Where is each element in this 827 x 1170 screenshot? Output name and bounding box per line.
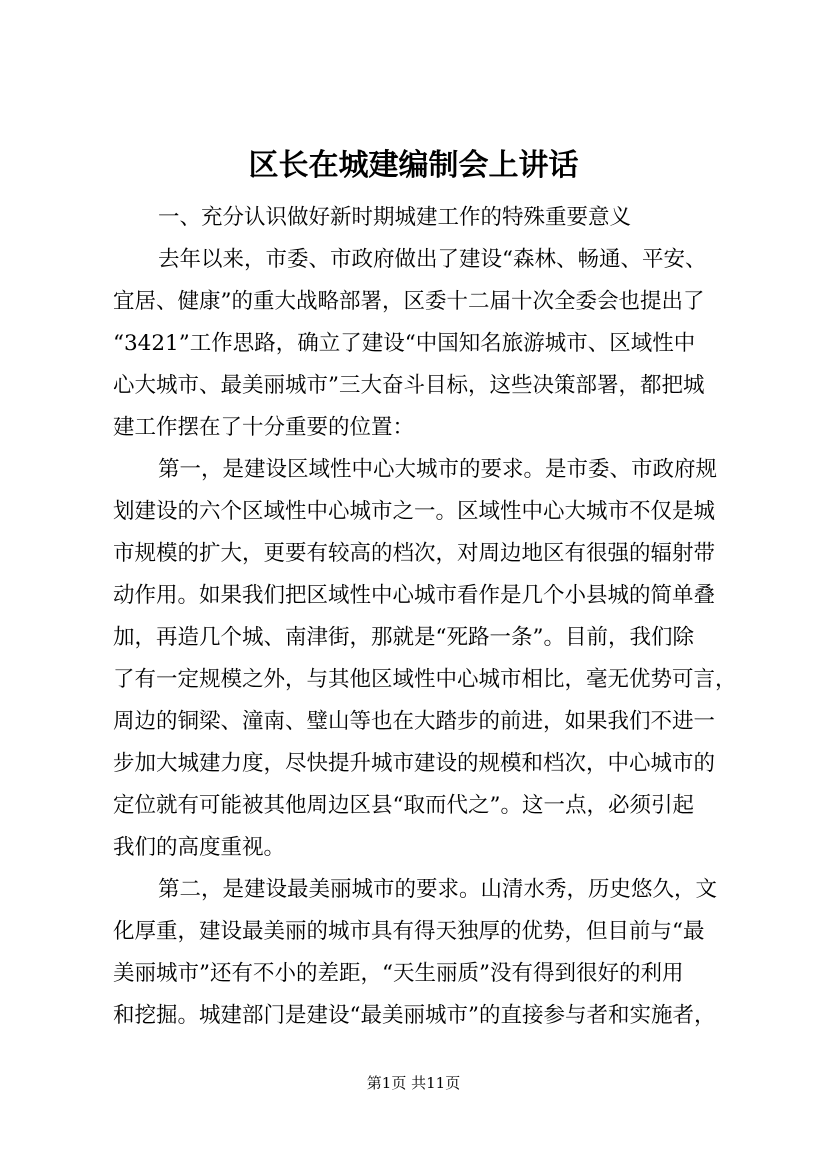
paragraph-line: 我们的高度重视。 (113, 835, 286, 860)
paragraph-line: 化厚重，建设最美丽的城市具有得天独厚的优势，但目前与“最 (113, 919, 705, 944)
paragraph-line: 去年以来，市委、市政府做出了建设“森林、畅通、平安、 (158, 247, 707, 272)
paragraph-line: 和挖掘。城建部门是建设“最美丽城市”的直接参与者和实施者， (113, 1003, 716, 1028)
paragraph-line: 宜居、健康”的重大战略部署，区委十二届十次全委会也提出了 (113, 289, 705, 314)
document-title: 区长在城建编制会上讲话 (248, 148, 579, 183)
paragraph-line: 建工作摆在了十分重要的位置： (113, 415, 415, 440)
paragraph-line: 步加大城建力度，尽快提升城市建设的规模和档次，中心城市的 (113, 751, 716, 776)
paragraph-line: 动作用。如果我们把区域性中心城市看作是几个小县城的简单叠 (113, 583, 716, 608)
paragraph-line: 了有一定规模之外，与其他区域性中心城市相比，毫无优势可言， (113, 667, 737, 692)
paragraph-line: 第一，是建设区域性中心大城市的要求。是市委、市政府规 (158, 457, 718, 482)
paragraph-line: 周边的铜梁、潼南、璧山等也在大踏步的前进，如果我们不进一 (113, 709, 716, 734)
paragraph-line: 定位就有可能被其他周边区县“取而代之”。这一点，必须引起 (113, 793, 694, 818)
paragraph-line: 第二，是建设最美丽城市的要求。山清水秀，历史悠久，文 (158, 877, 718, 902)
paragraph-line: 加，再造几个城、南津街，那就是“死路一条”。目前，我们除 (113, 625, 694, 650)
page-footer: 第1页 共11页 (366, 1074, 461, 1092)
paragraph-line: 心大城市、最美丽城市”三大奋斗目标，这些决策部署，都把城 (113, 373, 705, 398)
paragraph-line: 美丽城市”还有不小的差距，“天生丽质”没有得到很好的利用 (113, 961, 684, 986)
paragraph-line: 划建设的六个区域性中心城市之一。区域性中心大城市不仅是城 (113, 499, 716, 524)
section-heading: 一、充分认识做好新时期城建工作的特殊重要意义 (158, 205, 632, 230)
paragraph-line: “3421”工作思路，确立了建设“中国知名旅游城市、区域性中 (113, 331, 696, 356)
paragraph-line: 市规模的扩大，更要有较高的档次，对周边地区有很强的辐射带 (113, 541, 716, 566)
